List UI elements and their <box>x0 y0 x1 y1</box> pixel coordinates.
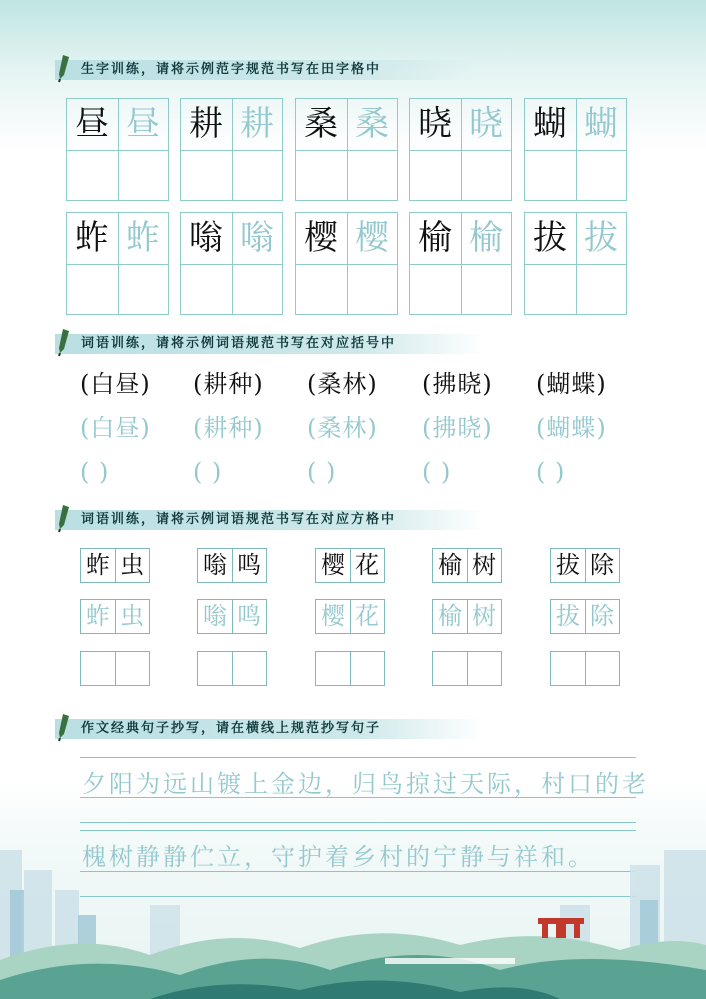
char-cell <box>524 98 627 201</box>
box-char: 鸣 <box>237 551 261 579</box>
char-cell <box>295 212 398 315</box>
char-cell <box>180 212 283 315</box>
example-char: 晓 <box>418 104 452 144</box>
trace-char: 榆 <box>469 218 503 258</box>
box-char: 虫 <box>120 602 144 630</box>
char-cell <box>409 98 512 201</box>
word-box <box>315 599 385 634</box>
pen-icon <box>55 503 77 533</box>
example-char: 拔 <box>533 218 567 258</box>
paren-word: (白昼) <box>80 414 151 442</box>
char-cell <box>66 212 169 315</box>
section-4-banner <box>55 719 485 739</box>
trace-char: 蝴 <box>584 104 618 144</box>
box-char: 树 <box>472 602 496 630</box>
box-char: 鸣 <box>237 602 261 630</box>
word-box <box>315 548 385 583</box>
box-char: 除 <box>590 551 614 579</box>
paren-word: (拂晓) <box>422 414 493 442</box>
paren-blank[interactable]: ( ) <box>80 458 110 486</box>
box-char: 花 <box>355 551 379 579</box>
box-char: 花 <box>355 602 379 630</box>
word-box <box>80 599 150 634</box>
section-4-title: 作文经典句子抄写，请在横线上规范抄写句子 <box>81 721 382 736</box>
trace-char: 嗡 <box>240 218 274 258</box>
word-box <box>80 548 150 583</box>
section-3-title: 词语训练，请将示例词语规范书写在对应方格中 <box>81 512 397 527</box>
box-char: 除 <box>590 602 614 630</box>
paren-word: (耕种) <box>193 370 264 398</box>
char-cell <box>295 98 398 201</box>
trace-char: 蚱 <box>126 218 160 258</box>
word-box <box>550 548 620 583</box>
section-2-title: 词语训练，请将示例词语规范书写在对应括号中 <box>81 336 397 351</box>
box-char: 拔 <box>556 551 580 579</box>
box-char: 榆 <box>438 551 462 579</box>
char-cell <box>66 98 169 201</box>
section-2-banner <box>55 334 485 354</box>
paren-blank[interactable]: ( ) <box>536 458 566 486</box>
char-cell <box>524 212 627 315</box>
box-char: 樱 <box>321 602 345 630</box>
word-box <box>550 599 620 634</box>
word-box <box>432 599 502 634</box>
trace-char: 晓 <box>469 104 503 144</box>
trace-char: 耕 <box>240 104 274 144</box>
paren-blank[interactable]: ( ) <box>193 458 223 486</box>
section-1-title: 生字训练，请将示例范字规范书写在田字格中 <box>81 62 382 77</box>
trace-char: 桑 <box>355 104 389 144</box>
writing-line <box>80 757 636 758</box>
word-box <box>432 548 502 583</box>
city-landscape-illustration <box>0 830 706 999</box>
paren-word: (蝴蝶) <box>536 370 607 398</box>
word-box <box>197 548 267 583</box>
blank-word-box[interactable] <box>315 651 385 686</box>
example-char: 桑 <box>304 104 338 144</box>
example-char: 蝴 <box>533 104 567 144</box>
writing-line[interactable] <box>80 822 636 823</box>
pen-icon <box>55 712 77 742</box>
word-box <box>197 599 267 634</box>
paren-word: (蝴蝶) <box>536 414 607 442</box>
blank-word-box[interactable] <box>432 651 502 686</box>
char-cell <box>180 98 283 201</box>
paren-word: (耕种) <box>193 414 264 442</box>
box-char: 嗡 <box>203 602 227 630</box>
trace-sentence-1: 夕阳为远山镀上金边，归鸟掠过天际，村口的老 <box>82 770 649 798</box>
example-char: 嗡 <box>189 218 223 258</box>
section-3-banner <box>55 510 485 530</box>
pen-icon <box>55 327 77 357</box>
paren-word: (拂晓) <box>422 370 493 398</box>
box-char: 樱 <box>321 551 345 579</box>
example-char: 昼 <box>75 104 109 144</box>
box-char: 拔 <box>556 602 580 630</box>
box-char: 树 <box>472 551 496 579</box>
example-char: 樱 <box>304 218 338 258</box>
box-char: 虫 <box>120 551 144 579</box>
char-cell <box>409 212 512 315</box>
blank-word-box[interactable] <box>80 651 150 686</box>
trace-char: 樱 <box>355 218 389 258</box>
trace-sentence-2: 槐树静静伫立，守护着乡村的宁静与祥和。 <box>82 843 595 871</box>
paren-word: (白昼) <box>80 370 151 398</box>
example-char: 榆 <box>418 218 452 258</box>
box-char: 蚱 <box>86 602 110 630</box>
writing-line <box>80 797 636 798</box>
box-char: 榆 <box>438 602 462 630</box>
trace-char: 昼 <box>126 104 160 144</box>
trace-char: 拔 <box>584 218 618 258</box>
blank-word-box[interactable] <box>197 651 267 686</box>
paren-blank[interactable]: ( ) <box>422 458 452 486</box>
blank-word-box[interactable] <box>550 651 620 686</box>
example-char: 耕 <box>189 104 223 144</box>
paren-blank[interactable]: ( ) <box>307 458 337 486</box>
example-char: 蚱 <box>75 218 109 258</box>
paren-word: (桑林) <box>307 414 378 442</box>
section-1-banner <box>55 60 475 80</box>
box-char: 蚱 <box>86 551 110 579</box>
box-char: 嗡 <box>203 551 227 579</box>
pen-icon <box>55 53 77 83</box>
paren-word: (桑林) <box>307 370 378 398</box>
